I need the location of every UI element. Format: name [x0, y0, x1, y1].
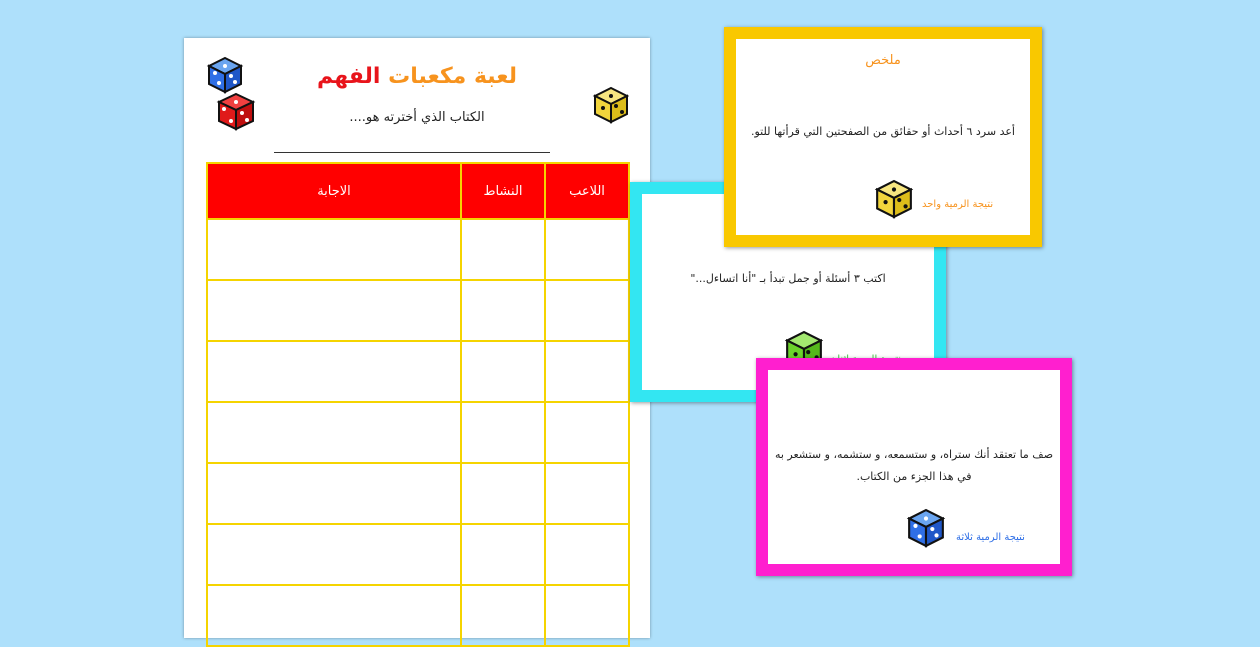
- card-text: أعد سرد ٦ أحداث أو حقائق من الصفحتين التي قرأتها للتو.: [751, 125, 1015, 138]
- table-cell[interactable]: [545, 585, 629, 646]
- table-cell[interactable]: [461, 463, 545, 524]
- blue-die-icon: [906, 508, 946, 548]
- table-row: [207, 524, 629, 585]
- card-roll-one: [724, 27, 1042, 247]
- card-roll-label: نتيجة الرمية واحد: [922, 199, 994, 210]
- table-cell[interactable]: [461, 585, 545, 646]
- table-cell[interactable]: [461, 402, 545, 463]
- table-cell[interactable]: [207, 280, 461, 341]
- table-cell[interactable]: [207, 402, 461, 463]
- table-cell[interactable]: [545, 463, 629, 524]
- score-table: [206, 162, 630, 647]
- table-cell[interactable]: [207, 524, 461, 585]
- table-cell[interactable]: [207, 341, 461, 402]
- table-cell[interactable]: [461, 219, 545, 280]
- yellow-die-icon: [874, 179, 914, 219]
- card-text: صف ما تعتقد أنك ستراه، و ستسمعه، و ستشمه، و ستشعر به في هذا الجزء من الكتاب.: [774, 448, 1054, 483]
- table-cell[interactable]: [545, 219, 629, 280]
- table-cell[interactable]: [207, 463, 461, 524]
- table-cell[interactable]: [461, 524, 545, 585]
- card-roll-label: نتيجة الرمية ثلاثة: [956, 532, 1025, 543]
- table-cell[interactable]: [545, 280, 629, 341]
- table-cell[interactable]: [461, 280, 545, 341]
- table-cell[interactable]: [545, 524, 629, 585]
- table-row: [207, 585, 629, 646]
- title-part-2: الفهم: [317, 64, 381, 89]
- title-part-1: لعبة مكعبات: [388, 64, 517, 89]
- card-roll-three: [756, 358, 1072, 576]
- table-row: [207, 280, 629, 341]
- answer-line: [274, 152, 550, 153]
- header-player: اللاعب: [545, 163, 629, 219]
- header-activity: النشاط: [461, 163, 545, 219]
- table-cell[interactable]: [545, 341, 629, 402]
- table-row: [207, 341, 629, 402]
- table-cell[interactable]: [461, 341, 545, 402]
- worksheet-page: [184, 38, 650, 638]
- table-row: [207, 219, 629, 280]
- table-cell[interactable]: [207, 219, 461, 280]
- table-row: [207, 402, 629, 463]
- book-prompt: الكتاب الذي أخترته هو....: [349, 110, 485, 125]
- card-title: ملخص: [865, 53, 901, 68]
- worksheet-title: [184, 64, 650, 89]
- header-answer: الاجابة: [207, 163, 461, 219]
- table-cell[interactable]: [207, 585, 461, 646]
- table-cell[interactable]: [545, 402, 629, 463]
- card-text: اكتب ٣ أسئلة أو جمل تبدأ بـ "أنا اتساءل...": [690, 272, 886, 285]
- table-row: [207, 463, 629, 524]
